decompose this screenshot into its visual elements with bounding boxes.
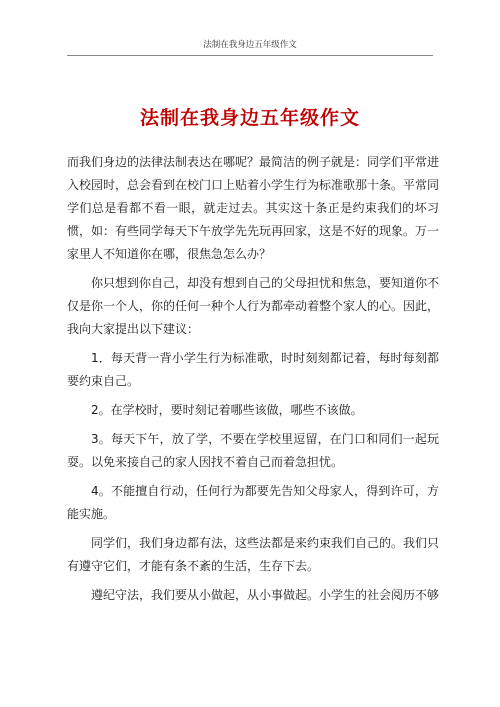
paragraph: 3。每天下午，放了学，不要在学校里逗留，在门口和同们一起玩耍。以免来接自己的家人因找不着自己而着急担忧。 xyxy=(67,432,439,469)
paragraph: 同学们，我们身边都有法，这些法都是来约束我们自己的。我们只有遵守它们，才能有条不紊的生活，生存下去。 xyxy=(67,536,440,573)
paragraph: 4。不能擅自行动，任何行为都要先告知父母家人，得到许可，方能实施。 xyxy=(67,484,439,521)
paragraph: 你只想到你自己，却没有想到自己的父母担忧和焦急，要知道你不仅是你一个人，你的任何一种个人行为都牵动着整个家人的心。因此，我向大家提出以下建议： xyxy=(67,276,440,336)
document-title: 法制在我身边五年级作文 xyxy=(139,107,360,129)
running-header: 法制在我身边五年级作文 xyxy=(203,40,297,50)
header-divider xyxy=(67,55,433,56)
document-body xyxy=(67,151,439,613)
paragraph: 遵纪守法，我们要从小做起，从小事做起。小学生的社会阅历不够 xyxy=(91,588,440,602)
paragraph: 1．每天背一背小学生行为标准歌，时时刻刻都记着，每时每刻都要约束自己。 xyxy=(67,351,439,388)
paragraph: 而我们身边的法律法制表达在哪呢？最简洁的例子就是：同学们平常进入校园时，总会看到在校门口上贴着小学生行为标准歌那十条。平常同学们总是看都不看一眼，就走过去。其实这十条正是约束我们的坏习惯，如：有些同学每天下午放学先先玩再回家，这是不好的现象。万一家里人不知道你在哪，很焦急怎么办？ xyxy=(67,155,440,261)
paragraph: 2。在学校时，要时刻记着哪些该做，哪些不该做。 xyxy=(91,403,363,417)
